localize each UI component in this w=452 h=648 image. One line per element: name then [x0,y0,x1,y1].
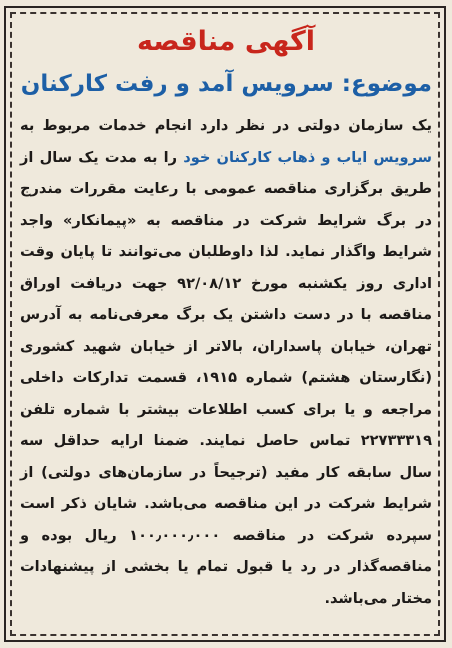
notice-title: آگهی مناقصه [136,26,316,57]
body-text-rest: را به مدت یک سال از طریق برگزاری مناقصه عمومی با رعایت مقررات مندرج در برگ شرایط شرکت در مناقصه به «پیمانکار» واجد شرایط واگذار نماید. لذا داوطلبان می‌توانند تا پایان وقت اداری روز یکشنبه مورخ ۹۲/۰۸/۱۲ جهت دریافت اوراق مناقصه با در دست داشتن یک برگ معرفی‌نامه به آدرس تهران، خیابان پاسداران، بالاتر از خیابان شهید کشوری (نگارستان هشتم) شماره ۱۹۱۵، قسمت تدارکات داخلی مراجعه و یا برای کسب اطلاعات بیشتر با شماره تلفن ۲۲۷۳۳۳۱۹ تماس حاصل نمایند. ضمنا ارایه حداقل سه سال سابقه کار مفید (ترجیحاً در سازمان‌های دولتی) از شرایط شرکت در این مناقصه می‌باشد. شایان ذکر است سپرده شرکت در مناقصه ۱۰۰٫۰۰۰٫۰۰۰ ریال بوده و مناقصه‌گذار در رد یا قبول تمام یا بخشی از پیشنهادات مختار می‌باشد. [20,148,432,607]
notice-body [20,110,432,614]
body-text-highlight: سرویس ایاب و ذهاب کارکنان خود [183,148,433,166]
notice-subject: موضوع: سرویس آمد و رفت کارکنان [20,71,432,97]
notice-content [20,22,432,614]
body-text-intro: یک سازمان دولتی در نظر دارد انجام خدمات مربوط به [20,117,432,134]
